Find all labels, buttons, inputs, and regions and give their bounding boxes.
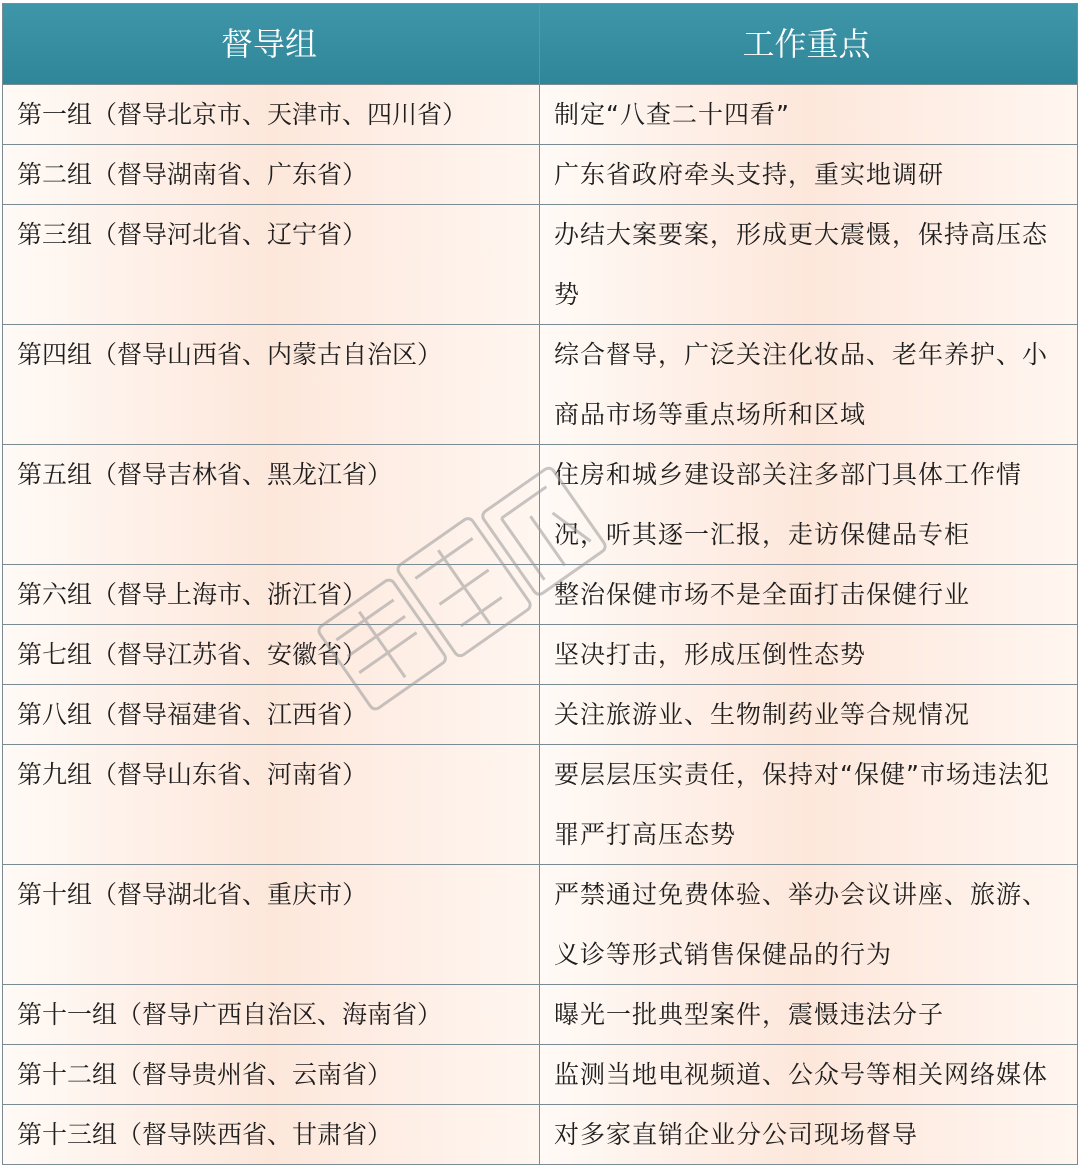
group-cell: 第十二组（督导贵州省、云南省） — [3, 1045, 540, 1104]
table-row — [3, 325, 1078, 445]
focus-cell: 办结大案要案，形成更大震慑，保持高压态势 — [540, 205, 1078, 324]
focus-cell: 制定“八查二十四看” — [540, 85, 1078, 144]
focus-cell: 严禁通过免费体验、举办会议讲座、旅游、义诊等形式销售保健品的行为 — [540, 865, 1078, 984]
group-cell: 第七组（督导江苏省、安徽省） — [3, 625, 540, 684]
group-cell: 第二组（督导湖南省、广东省） — [3, 145, 540, 204]
group-cell: 第五组（督导吉林省、黑龙江省） — [3, 445, 540, 564]
focus-cell: 整治保健市场不是全面打击保健行业 — [540, 565, 1078, 624]
group-cell: 第一组（督导北京市、天津市、四川省） — [3, 85, 540, 144]
table-row — [3, 985, 1078, 1045]
group-cell: 第六组（督导上海市、浙江省） — [3, 565, 540, 624]
focus-cell: 综合督导，广泛关注化妆品、老年养护、小商品市场等重点场所和区域 — [540, 325, 1078, 444]
table-row — [3, 445, 1078, 565]
table-row — [3, 565, 1078, 625]
table-row — [3, 145, 1078, 205]
header-group: 督导组 — [3, 4, 540, 84]
focus-cell: 坚决打击，形成压倒性态势 — [540, 625, 1078, 684]
group-cell: 第十组（督导湖北省、重庆市） — [3, 865, 540, 984]
table-row — [3, 685, 1078, 745]
table-row — [3, 1105, 1078, 1165]
header-focus: 工作重点 — [540, 4, 1078, 84]
table-header-row — [3, 4, 1078, 85]
table-row — [3, 1045, 1078, 1105]
table-row — [3, 85, 1078, 145]
group-cell: 第九组（督导山东省、河南省） — [3, 745, 540, 864]
focus-cell: 监测当地电视频道、公众号等相关网络媒体 — [540, 1045, 1078, 1104]
table-row — [3, 205, 1078, 325]
group-cell: 第四组（督导山西省、内蒙古自治区） — [3, 325, 540, 444]
table-row — [3, 865, 1078, 985]
focus-cell: 广东省政府牵头支持，重实地调研 — [540, 145, 1078, 204]
table-row — [3, 625, 1078, 685]
supervision-table — [2, 3, 1078, 1165]
table-row — [3, 745, 1078, 865]
focus-cell: 对多家直销企业分公司现场督导 — [540, 1105, 1078, 1164]
group-cell: 第八组（督导福建省、江西省） — [3, 685, 540, 744]
focus-cell: 曝光一批典型案件，震慑违法分子 — [540, 985, 1078, 1044]
focus-cell: 要层层压实责任，保持对“保健”市场违法犯罪严打高压态势 — [540, 745, 1078, 864]
group-cell: 第十一组（督导广西自治区、海南省） — [3, 985, 540, 1044]
group-cell: 第三组（督导河北省、辽宁省） — [3, 205, 540, 324]
group-cell: 第十三组（督导陕西省、甘肃省） — [3, 1105, 540, 1164]
focus-cell: 关注旅游业、生物制药业等合规情况 — [540, 685, 1078, 744]
focus-cell: 住房和城乡建设部关注多部门具体工作情况，听其逐一汇报，走访保健品专柜 — [540, 445, 1078, 564]
